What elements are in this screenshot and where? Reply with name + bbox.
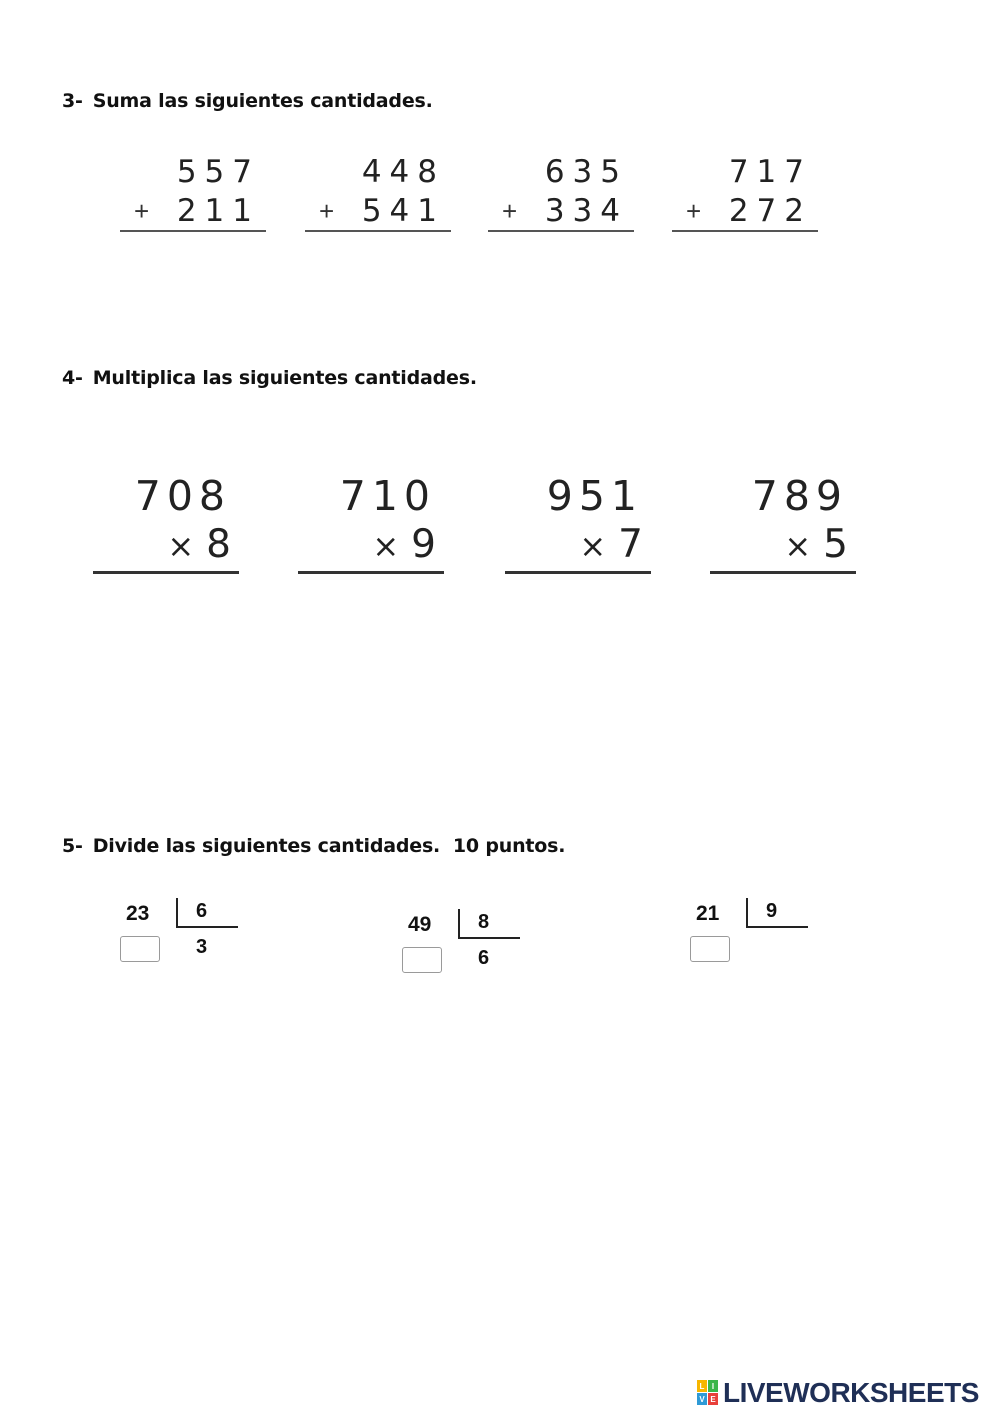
divisor: 8 [478, 911, 490, 933]
addend-bottom: 272 [728, 193, 812, 229]
logo-mark-letter: L [699, 1382, 705, 1391]
dividend: 23 [126, 902, 150, 925]
addition-problem [488, 150, 634, 240]
division-problem [120, 902, 260, 982]
answer-line [505, 571, 651, 574]
answer-line [710, 571, 856, 574]
remainder-answer-box[interactable] [120, 936, 160, 962]
addend-bottom: 541 [361, 193, 445, 229]
division-problem [402, 913, 542, 993]
multiplier-row [167, 522, 231, 567]
answer-line [305, 230, 451, 232]
multiplication-problem [93, 470, 239, 580]
plus-operator: + [134, 196, 150, 226]
answer-line [672, 230, 818, 232]
times-operator: × [579, 527, 607, 565]
division-heading [62, 835, 565, 857]
addition-heading [62, 90, 433, 112]
logo-mark-letter: I [711, 1382, 715, 1391]
plus-operator: + [502, 196, 518, 226]
division-bracket [176, 898, 178, 926]
logo-mark-letter: V [699, 1395, 705, 1404]
liveworksheets-logo[interactable] [697, 1378, 979, 1408]
multiplier-row [372, 522, 436, 567]
dividend: 49 [408, 913, 432, 936]
quotient: 6 [478, 947, 490, 969]
addition-problem [120, 150, 266, 240]
multiplication-number: 4- [62, 367, 83, 389]
multiplier: 9 [411, 522, 436, 567]
addend-top: 717 [728, 154, 812, 190]
division-title: Divide las siguientes cantidades. 10 puntos. [92, 835, 566, 857]
multiplication-title: Multiplica las siguientes cantidades. [92, 367, 477, 389]
multiplier: 5 [823, 522, 848, 567]
division-bracket-line [176, 926, 238, 928]
answer-line [488, 230, 634, 232]
multiplier-row [784, 522, 848, 567]
division-number: 5- [62, 835, 83, 857]
multiplicand: 951 [546, 472, 643, 520]
logo-text: LIVEWORKSHEETS [723, 1377, 979, 1408]
plus-operator: + [319, 196, 335, 226]
multiplication-problem [298, 470, 444, 580]
divisor: 9 [766, 900, 778, 922]
addend-top: 557 [176, 154, 260, 190]
answer-line [93, 571, 239, 574]
multiplier: 7 [618, 522, 643, 567]
remainder-answer-box[interactable] [690, 936, 730, 962]
division-bracket [458, 909, 460, 937]
division-bracket-line [458, 937, 520, 939]
multiplication-problem [505, 470, 651, 580]
times-operator: × [784, 527, 812, 565]
division-bracket-line [746, 926, 808, 928]
addend-top: 448 [361, 154, 445, 190]
dividend: 21 [696, 902, 720, 925]
times-operator: × [372, 527, 400, 565]
divisor: 6 [196, 900, 208, 922]
quotient: 3 [196, 936, 208, 958]
division-problem [690, 902, 830, 982]
addend-bottom: 334 [544, 193, 628, 229]
liveworksheets-logo-icon [697, 1380, 719, 1406]
remainder-answer-box[interactable] [402, 947, 442, 973]
addend-bottom: 211 [176, 193, 260, 229]
times-operator: × [167, 527, 195, 565]
multiplier-row [579, 522, 643, 567]
addition-number: 3- [62, 90, 83, 112]
multiplication-problem [710, 470, 856, 580]
addend-top: 635 [544, 154, 628, 190]
division-bracket [746, 898, 748, 926]
plus-operator: + [686, 196, 702, 226]
multiplicand: 708 [134, 472, 231, 520]
addition-problem [305, 150, 451, 240]
multiplication-heading [62, 367, 477, 389]
answer-line [298, 571, 444, 574]
logo-mark-letter: E [710, 1395, 716, 1404]
multiplier: 8 [206, 522, 231, 567]
addition-title: Suma las siguientes cantidades. [92, 90, 433, 112]
answer-line [120, 230, 266, 232]
multiplicand: 789 [751, 472, 848, 520]
addition-problem [672, 150, 818, 240]
multiplicand: 710 [339, 472, 436, 520]
